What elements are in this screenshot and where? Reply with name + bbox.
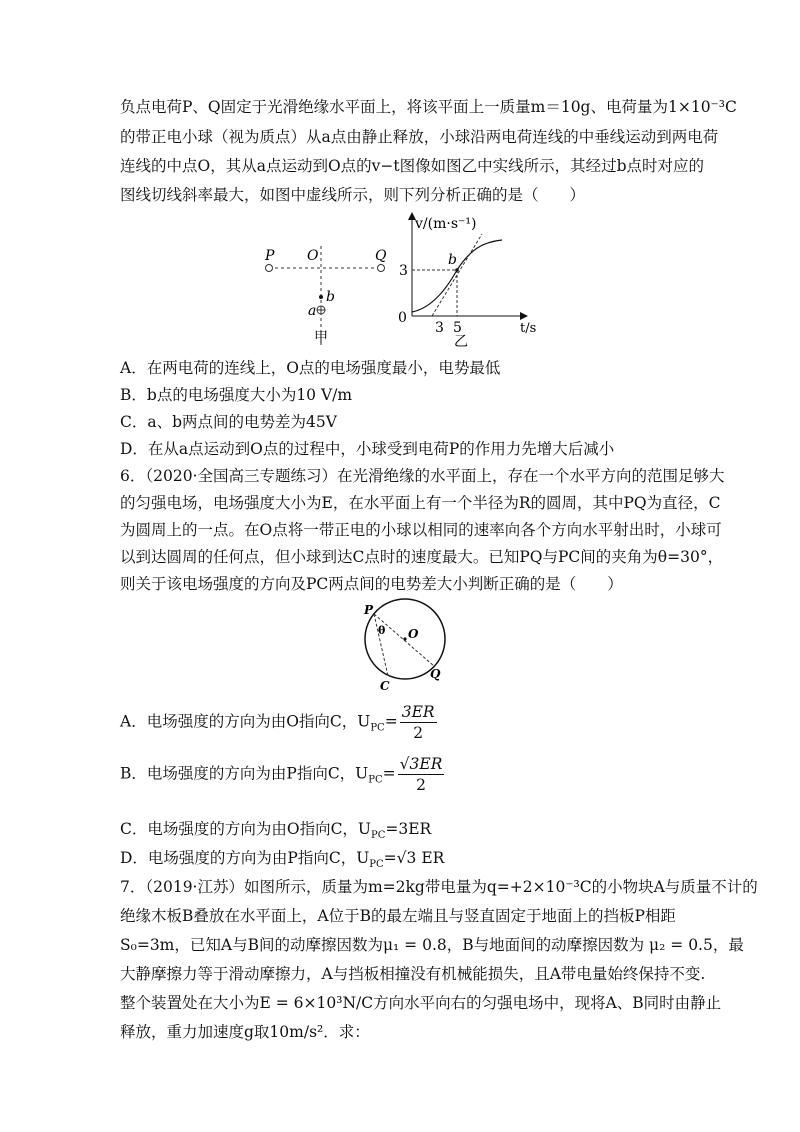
q5-option-b: B．b点的电场强度大小为10 V/m	[120, 386, 353, 404]
label-q-circle: Q	[430, 667, 441, 681]
fraction-denominator: 2	[416, 776, 426, 794]
label-b: b	[326, 289, 335, 305]
fraction-numerator: √3ER	[399, 755, 443, 773]
tick-x-3: 3	[435, 320, 444, 336]
q6-line-5: 则关于该电场强度的方向及PC两点间的电势差大小判断正确的是（ ）	[120, 575, 623, 593]
tick-y-3: 3	[399, 263, 408, 279]
x-axis-label: t/s	[520, 321, 537, 336]
q7-line-1: 7．（2019·江苏）如图所示，质量为m=2kg带电量为q=+2×10⁻³C的小物块A与质量不计的	[120, 878, 758, 896]
label-c-circle: C	[380, 679, 390, 693]
charge-q	[378, 265, 385, 272]
q6-line-1: 6．（2020·全国高三专题练习）在光滑绝缘的水平面上，存在一个水平方向的范围足够大	[120, 467, 725, 485]
fraction-denominator: 2	[413, 724, 424, 742]
q5-option-c: C．a、b两点间的电势差为45V	[120, 413, 337, 431]
point-b	[319, 295, 323, 299]
q6-option-b: B．电场强度的方向为由P指向C，$U_{PC}=$ $\frac{√3ER}{2}$	[120, 755, 443, 794]
q5-line-4: 图线切线斜率最大，如图中虚线所示，则下列分析正确的是（ ）	[120, 186, 586, 204]
label-theta: θ	[378, 624, 386, 637]
q5-line-1: 负点电荷P、Q固定于光滑绝缘水平面上，将该平面上一质量m＝10g、电荷量为1×10⁻³C	[120, 98, 737, 116]
q7-line-2: 绝缘木板B叠放在水平面上，A位于B的最左端且与竖直固定于地面上的挡板P相距	[120, 907, 676, 925]
q7-line-4: 大静摩擦力等于滑动摩擦力，A与挡板相撞没有机械能损失，且A带电量始终保持不变.	[120, 965, 706, 983]
caption-yi: 乙	[454, 334, 468, 350]
point-b-graph	[455, 268, 459, 272]
label-o: O	[307, 248, 319, 264]
q6-line-3: 为圆周上的一点。在O点将一带正电的小球以相同的速率向各个方向水平射出时，小球可	[120, 521, 722, 539]
q7-line-6: 释放，重力加速度g取10m/s²．求：	[120, 1023, 370, 1041]
caption-jia: 甲	[314, 330, 328, 346]
q6-option-c: C．电场强度的方向为由O指向C，$U_{PC}=3ER$	[120, 820, 432, 842]
label-p-circle: P	[364, 603, 374, 617]
q6-option-a: A．电场强度的方向为由O指向C，$U_{PC}=$ $\frac{3ER}{2}$	[120, 703, 435, 742]
q6-option-d: D．电场强度的方向为由P指向C，$U_{PC}=√3$ ER	[120, 849, 445, 871]
q7-line-5: 整个装置处在大小为E = 6×10³N/C方向水平向右的匀强电场中，现将A、B同时由静止	[120, 994, 722, 1012]
figure-circle	[352, 596, 452, 696]
q5-line-2: 的带正电小球（视为质点）从a点由静止释放，小球沿两电荷连线的中垂线运动到两电荷	[120, 128, 719, 146]
figure-yi	[392, 208, 537, 350]
q6-line-4: 以到达圆周的任何点，但小球到达C点时的速度最大。已知PQ与PC间的夹角为θ=30°，	[120, 548, 724, 566]
label-p: P	[265, 248, 275, 264]
q7-line-3: S₀=3m，已知A与B间的动摩擦因数为μ₁ = 0.8，B与地面间的动摩擦因数为 μ₂ = 0.5，最	[120, 936, 744, 954]
label-a: a	[308, 303, 317, 319]
origin-label: 0	[398, 310, 407, 326]
tick-x-5: 5	[453, 320, 462, 336]
q5-option-a: A．在两电荷的连线上，O点的电场强度最小，电势最低	[120, 359, 501, 377]
fraction-numerator: 3ER	[401, 703, 435, 721]
q5-line-3: 连线的中点O，其从a点运动到O点的v−t图像如图乙中实线所示，其经过b点时对应的	[120, 157, 705, 175]
label-q: Q	[375, 248, 387, 264]
label-b-graph: b	[448, 252, 457, 268]
charge-p	[266, 265, 273, 272]
label-o-circle: O	[408, 627, 419, 641]
q6-line-2: 的匀强电场，电场强度大小为E，在水平面上有一个半径为R的圆周，其中PQ为直径，C	[120, 494, 721, 512]
q5-option-d: D．在从a点运动到O点的过程中，小球受到电荷P的作用力先增大后减小	[120, 440, 615, 458]
figure-jia	[255, 238, 390, 348]
center-point	[403, 637, 406, 640]
y-axis-label: v/(m·s⁻¹)	[415, 216, 477, 232]
